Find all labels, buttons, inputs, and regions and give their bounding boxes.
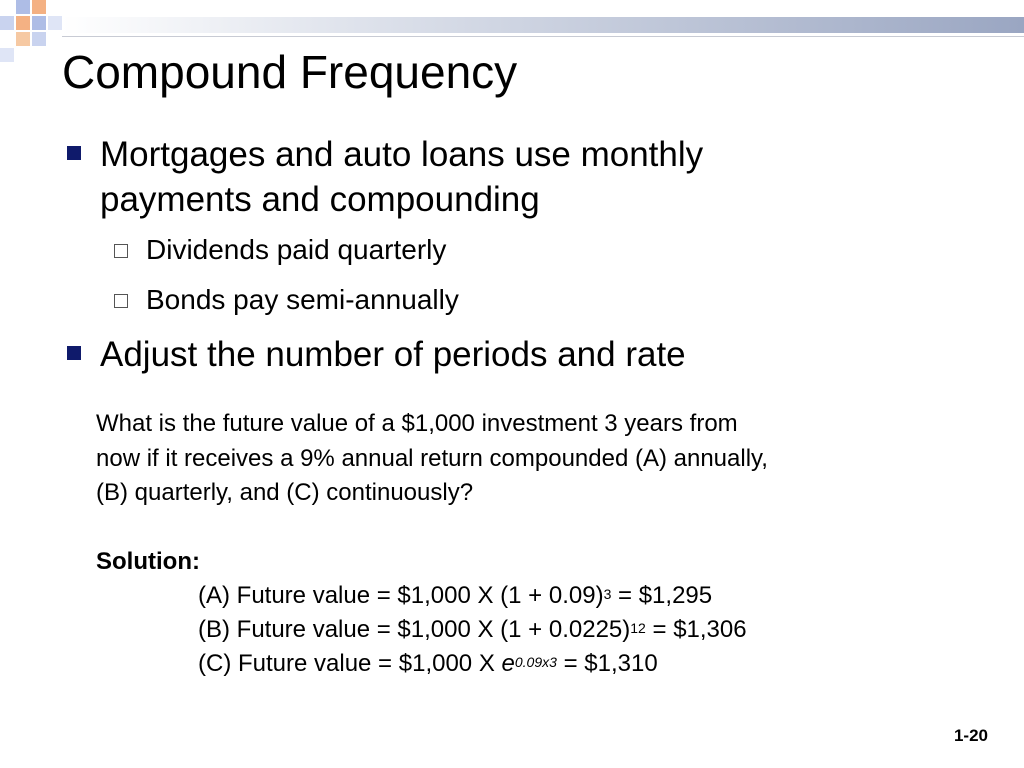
sub-bullet-1-text: Dividends paid quarterly (146, 234, 447, 265)
solution-c (198, 647, 658, 681)
solution-c-exponent: 0.09x3 (514, 654, 557, 670)
solution-a-prefix: (A) Future value = $1,000 X (1 + 0.09) (198, 582, 604, 609)
bullet-1-line-1: Mortgages and auto loans use monthly (100, 135, 704, 174)
sub-bullet-2-text: Bonds pay semi-annually (146, 284, 459, 315)
title-rule (62, 36, 1024, 37)
hollow-square-bullet-icon (114, 244, 128, 258)
question-line-3: (B) quarterly, and (C) continuously? (96, 479, 474, 506)
solution-c-suffix: = $1,310 (556, 650, 658, 677)
solution-a (198, 579, 712, 613)
solution-c-prefix: (C) Future value = $1,000 X (198, 650, 502, 677)
solution-c-base: e (501, 650, 515, 677)
solution-label: Solution: (96, 548, 200, 575)
solution-b-exponent: 12 (630, 620, 646, 636)
question-line-2: now if it receives a 9% annual return compounded (A) annually, (96, 445, 768, 472)
page-number: 1-20 (953, 726, 988, 745)
solution-a-exponent: 3 (603, 586, 612, 602)
question-line-1: What is the future value of a $1,000 investment 3 years from (96, 410, 738, 437)
solution-b-suffix: = $1,306 (645, 616, 747, 643)
slide-title: Compound Frequency (62, 46, 518, 98)
solution-a-suffix: = $1,295 (611, 582, 713, 609)
solution-b-prefix: (B) Future value = $1,000 X (1 + 0.0225) (198, 616, 631, 643)
square-bullet-icon (67, 146, 81, 160)
hollow-square-bullet-icon (114, 294, 128, 308)
title-bar-gradient (62, 17, 1024, 33)
bullet-2-line-1: Adjust the number of periods and rate (100, 335, 686, 374)
bullet-1-line-2: payments and compounding (100, 180, 540, 219)
square-bullet-icon (67, 346, 81, 360)
solution-b (198, 613, 747, 647)
